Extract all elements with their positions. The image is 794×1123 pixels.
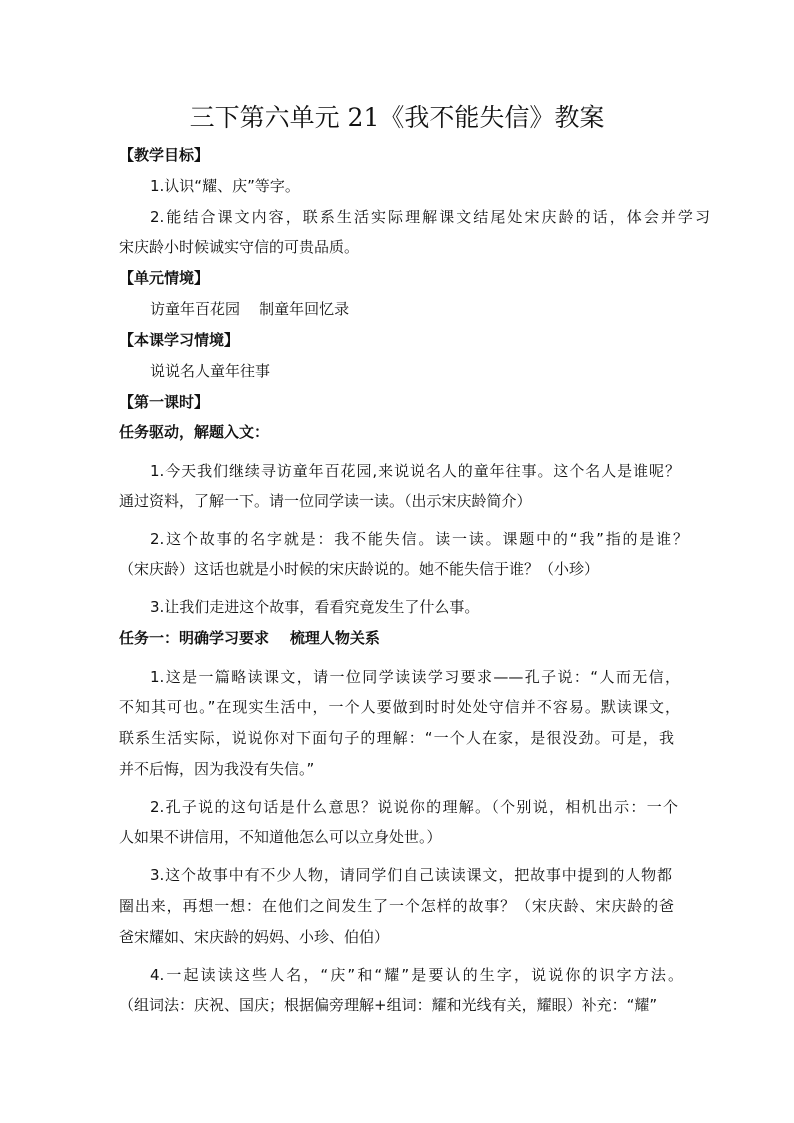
paragraph-line: 人如果不讲信用，不知道他怎么可以立身处世。）: [119, 828, 442, 846]
task-heading-1: 任务一：明确学习要求 梳理人物关系: [119, 629, 380, 647]
paragraph-line: 联系生活实际，说说你对下面句子的理解：“一个人在家，是很没劲。可是，我: [119, 729, 674, 747]
paragraph-line: 说说名人童年往事: [150, 362, 271, 380]
section-heading-period: 【第一课时】: [119, 393, 210, 411]
paragraph-line: （组词法：庆祝、国庆；根据偏旁理解+组词：耀和光线有关，耀眼）补充：“耀”: [119, 996, 658, 1014]
task-heading-drive: 任务驱动，解题入文：: [119, 423, 270, 441]
section-heading-unit: 【单元情境】: [119, 269, 210, 287]
paragraph-line: 爸宋耀如、宋庆龄的妈妈、小珍、伯伯）: [119, 928, 390, 946]
paragraph-line: 访童年百花园 制童年回忆录: [150, 300, 350, 318]
section-heading-lesson: 【本课学习情境】: [119, 331, 240, 349]
paragraph-line: 3.让我们走进这个故事，看看究竟发生了什么事。: [150, 598, 480, 616]
paragraph-line: 4.一起读读这些人名，“庆”和“耀”是要认的生字，说说你的识字方法。: [150, 966, 683, 984]
page-title: 三下第六单元 21《我不能失信》教案: [189, 103, 605, 132]
paragraph-line: 1.这是一篇略读课文，请一位同学读读学习要求——孔子说：“人而无信，: [150, 668, 680, 686]
paragraph-line: 通过资料，了解一下。请一位同学读一读。（出示宋庆龄简介）: [119, 492, 532, 510]
paragraph-line: 2.孔子说的这句话是什么意思？说说你的理解。（个别说，相机出示：一个: [150, 798, 678, 816]
section-heading-goals: 【教学目标】: [119, 146, 210, 164]
paragraph-line: 2.能结合课文内容，联系生活实际理解课文结尾处宋庆龄的话，体会并学习: [150, 208, 710, 226]
paragraph-line: 1.今天我们继续寻访童年百花园,来说说名人的童年往事。这个名人是谁呢？: [150, 462, 680, 480]
paragraph-line: 1.认识“耀、庆”等字。: [150, 177, 300, 195]
paragraph-line: 2.这个故事的名字就是：我不能失信。读一读。课题中的“我”指的是谁？: [150, 530, 688, 548]
paragraph-line: 不知其可也。”在现实生活中，一个人要做到时时处处守信并不容易。默读课文，: [119, 698, 680, 716]
paragraph-line: 并不后悔，因为我没有失信。”: [119, 760, 315, 778]
paragraph-line: 宋庆龄小时候诚实守信的可贵品质。: [119, 238, 360, 256]
paragraph-line: 3.这个故事中有不少人物，请同学们自己读读课文，把故事中提到的人物都: [150, 866, 672, 884]
paragraph-line: （宋庆龄）这话也就是小时候的宋庆龄说的。她不能失信于谁？（小珍）: [119, 560, 600, 578]
paragraph-line: 圈出来，再想一想：在他们之间发生了一个怎样的故事？（宋庆龄、宋庆龄的爸: [119, 897, 674, 915]
